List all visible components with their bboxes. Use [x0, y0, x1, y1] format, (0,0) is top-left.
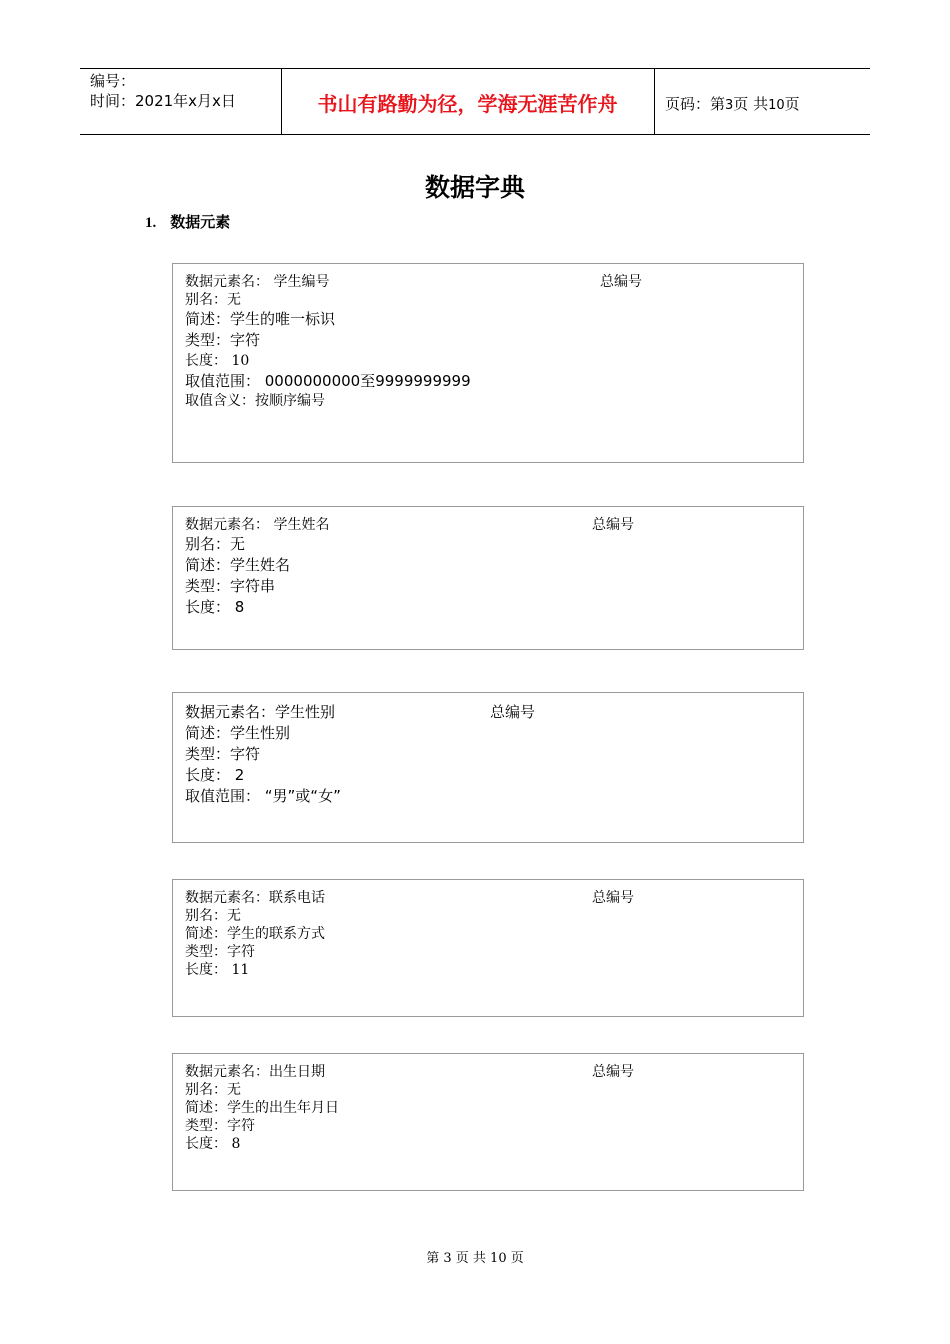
type-line: 类型：字符: [185, 745, 261, 763]
section-heading: [145, 211, 230, 232]
total-number-label: 总编号: [600, 274, 642, 290]
header-page-info: [665, 93, 800, 114]
element-name-line: 数据元素名： 学生编号: [185, 274, 330, 290]
total-number-label: 总编号: [592, 1064, 634, 1080]
data-element-box: [172, 692, 804, 843]
alias-line: 别名：无: [185, 1082, 241, 1098]
data-element-box: [172, 1053, 804, 1191]
section-label: 数据元素: [170, 213, 231, 231]
range-line: 取值范围： “男”或“女”: [185, 787, 341, 805]
total-number-label: 总编号: [490, 703, 536, 721]
page-mid: 页 共: [733, 95, 769, 113]
header-motto: 书山有路勤为径，学海无涯苦作舟: [317, 91, 618, 116]
page-suffix: 页: [784, 95, 800, 113]
type-line: 类型：字符: [185, 331, 261, 349]
total-number-label: 总编号: [592, 517, 634, 533]
description-line: 简述：学生的唯一标识: [185, 310, 336, 328]
alias-line: 别名：无: [185, 908, 241, 924]
description-line: 简述：学生的联系方式: [185, 926, 325, 942]
time-label: 时间：2021年x月x日: [90, 92, 236, 110]
element-name-line: 数据元素名：出生日期: [185, 1064, 325, 1080]
total-number-label: 总编号: [592, 890, 634, 906]
alias-line: 别名：无: [185, 535, 246, 553]
description-line: 简述：学生性别: [185, 724, 291, 742]
page-number: 3: [725, 98, 734, 113]
type-line: 类型：字符串: [185, 577, 276, 595]
document-title: 数据字典: [424, 173, 525, 202]
data-element-box: [172, 879, 804, 1017]
length-line: 长度： 10: [185, 353, 250, 369]
length-line: 长度： 11: [185, 962, 250, 978]
alias-line: 别名：无: [185, 292, 241, 308]
page-prefix: 页码：第: [665, 95, 726, 113]
element-name-line: 数据元素名： 学生姓名: [185, 517, 330, 533]
description-line: 简述：学生的出生年月日: [185, 1100, 339, 1116]
length-line: 长度： 8: [185, 1136, 241, 1152]
length-line: 长度： 8: [185, 598, 245, 616]
page-total: 10: [768, 98, 785, 113]
number-label: 编号：: [90, 72, 136, 90]
data-element-box: [172, 263, 804, 463]
element-name-line: 数据元素名：学生性别: [185, 703, 336, 721]
header-divider: [654, 69, 655, 134]
length-line: 长度： 2: [185, 766, 245, 784]
header-meta: [90, 71, 236, 111]
meaning-line: 取值含义：按顺序编号: [185, 393, 325, 409]
type-line: 类型：字符: [185, 944, 255, 960]
data-element-box: [172, 506, 804, 650]
range-line: 取值范围： 0000000000至9999999999: [185, 372, 471, 390]
page-footer: 第 3 页 共 10 页: [426, 1251, 524, 1266]
element-name-line: 数据元素名：联系电话: [185, 890, 325, 906]
description-line: 简述：学生姓名: [185, 556, 291, 574]
type-line: 类型：字符: [185, 1118, 255, 1134]
page-header: [80, 68, 870, 135]
section-number: 1.: [145, 215, 157, 231]
